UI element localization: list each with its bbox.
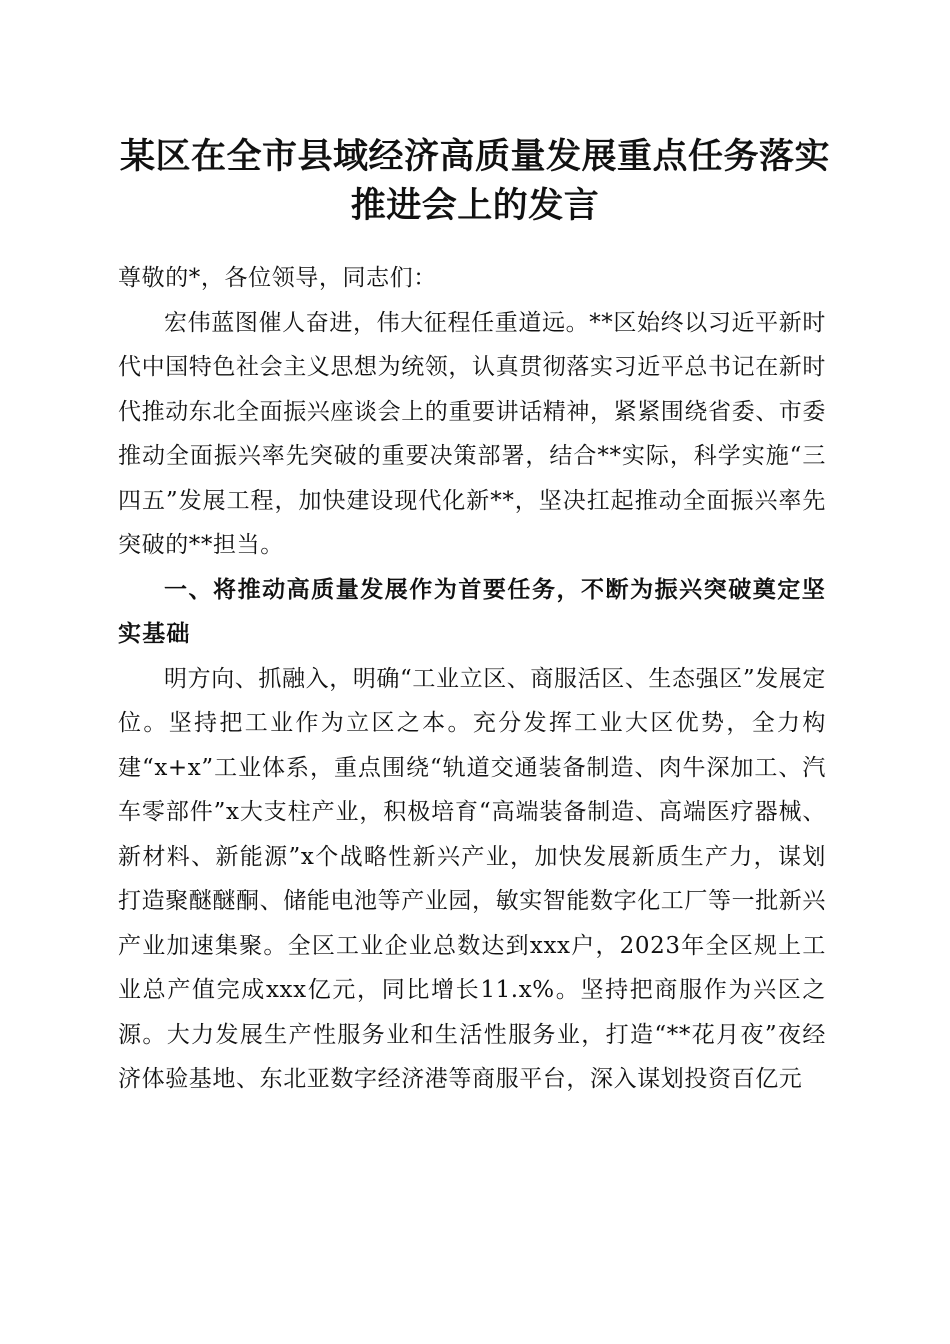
- intro-paragraph: 宏伟蓝图催人奋进，伟大征程任重道远。**区始终以习近平新时代中国特色社会主义思想为统领，认真贯彻落实习近平总书记在新时代推动东北全面振兴座谈会上的重要讲话精神，紧紧围绕省委、市委推动全面振兴率先突破的重要决策部署，结合**实际，科学实施“三四五”发展工程，加快建设现代化新**，坚决扛起推动全面振兴率先突破的**担当。: [118, 309, 826, 558]
- section-heading-1: 一、将推动高质量发展作为首要任务，不断为振兴突破奠定坚实基础: [118, 576, 826, 647]
- document-title: [110, 132, 840, 230]
- salutation: 尊敬的*，各位领导，同志们：: [118, 265, 437, 291]
- title-line-2: 推进会上的发言: [350, 185, 600, 226]
- document-body: [118, 256, 826, 1102]
- section-1-paragraph: 明方向、抓融入，明确“工业立区、商服活区、生态强区”发展定位。坚持把工业作为立区之本。充分发挥工业大区优势，全力构建“x+x”工业体系，重点围绕“轨道交通装备制造、肉牛深加工、汽车零部件”x大支柱产业，积极培育“高端装备制造、高端医疗器械、新材料、新能源”x个战略性新兴产业，加快发展新质生产力，谋划打造聚醚醚酮、储能电池等产业园，敏实智能数字化工厂等一批新兴产业加速集聚。全区工业企业总数达到xxx户，2023年全区规上工业总产值完成xxx亿元，同比增长11.x%。坚持把商服作为兴区之源。大力发展生产性服务业和生活性服务业，打造“**花月夜”夜经济体验基地、东北亚数字经济港等商服平台，深入谋划投资百亿元: [118, 665, 826, 1092]
- title-line-1: 某区在全市县域经济高质量发展重点任务落实: [119, 136, 830, 177]
